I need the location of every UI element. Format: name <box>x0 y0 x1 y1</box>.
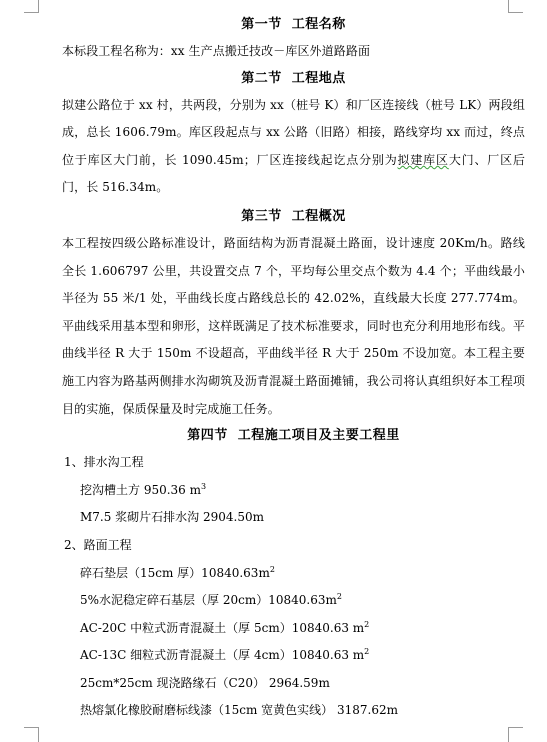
section-2-text-a: 拟建公路位于 xx 村，共两段，分别为 xx（桩号 K）和厂区连接线（桩号 LK）两段组成，总长 1606.79m。库区段起点与 xx 公路（旧路）相接，路线穿均 xx 而过，终点位于库区大门前，长 1090.45m；厂区连接线起讫点分别为 <box>62 97 525 167</box>
drain-works-heading: 1、排水沟工程 <box>64 455 144 470</box>
pavement-item-marking: 热熔氯化橡胶耐磨标线漆（15cm 宽黄色实线） 3187.62m <box>80 703 399 718</box>
section-1-title: 第一节 工程名称 <box>241 17 346 32</box>
section-2-text-b: 大门、厂区后门，长 516.34m。 <box>62 152 525 195</box>
pavement-item-cement-base: 5%水泥稳定碎石基层（厚 $20cm)10840.63m^2$ <box>80 592 342 608</box>
drain-item-excavation: 挖沟槽土方 950.36 $m^3$ <box>80 481 207 497</box>
section-1-body: 本标段工程名称为：xx 生产点搬迁技改－库区外道路路面 <box>62 44 371 58</box>
document-page <box>62 12 525 725</box>
pavement-works-heading: 2、路面工程 <box>64 537 132 552</box>
pavement-item-curb: 25cm*25cm 现浇路缘石（C20） 2964.59m <box>80 675 330 690</box>
pavement-item-ac13c: AC-13C 细粒式沥青混凝土（厚 4cm）10840.63 $m^2$ <box>80 647 370 663</box>
section-3-title: 第三节 工程概况 <box>241 208 346 224</box>
section-4-title: 第四节 工程施工项目及主要工程里 <box>187 428 400 444</box>
section-2-title: 第二节 工程地点 <box>241 70 346 86</box>
section-2-body <box>62 92 525 202</box>
crop-mark-top-left <box>24 0 39 13</box>
pavement-item-gravel-cushion: 碎石垫层（15cm 厚）$10840.63m^2$ <box>80 564 275 580</box>
drain-item-masonry: M7.5 浆砌片石排水沟 2904.50m <box>80 510 265 525</box>
section-3-body: 本工程按四级公路标准设计，路面结构为沥青混凝土路面，设计速度 20Km/h。路线全长 1.606797 公里，共设置交点 7 个，平均每公里交点个数为 4.4 个；平曲线最小半径为 55 米/1 处，平曲线长度占路线总长的 42.02%，直线最大长度 277.774m。平曲线采用基本型和卵形，这样既满足了技术标准要求，同时也充分利用地形布线。平曲线半径 R 大于 150m 不设超高，平曲线半径 R 大于 250m 不设加宽。本工程主要施工内容为路基两侧排水沟砌筑及沥青混凝土路面摊铺，我公司将认真组织好本工程项目的实施，保质保量及时完成施工任务。 <box>62 235 525 416</box>
spellcheck-underline-text: 拟建库区 <box>397 152 449 167</box>
pavement-item-ac20c: AC-20C 中粒式沥青混凝土（厚 5cm）10840.63 $m^2$ <box>80 619 370 635</box>
